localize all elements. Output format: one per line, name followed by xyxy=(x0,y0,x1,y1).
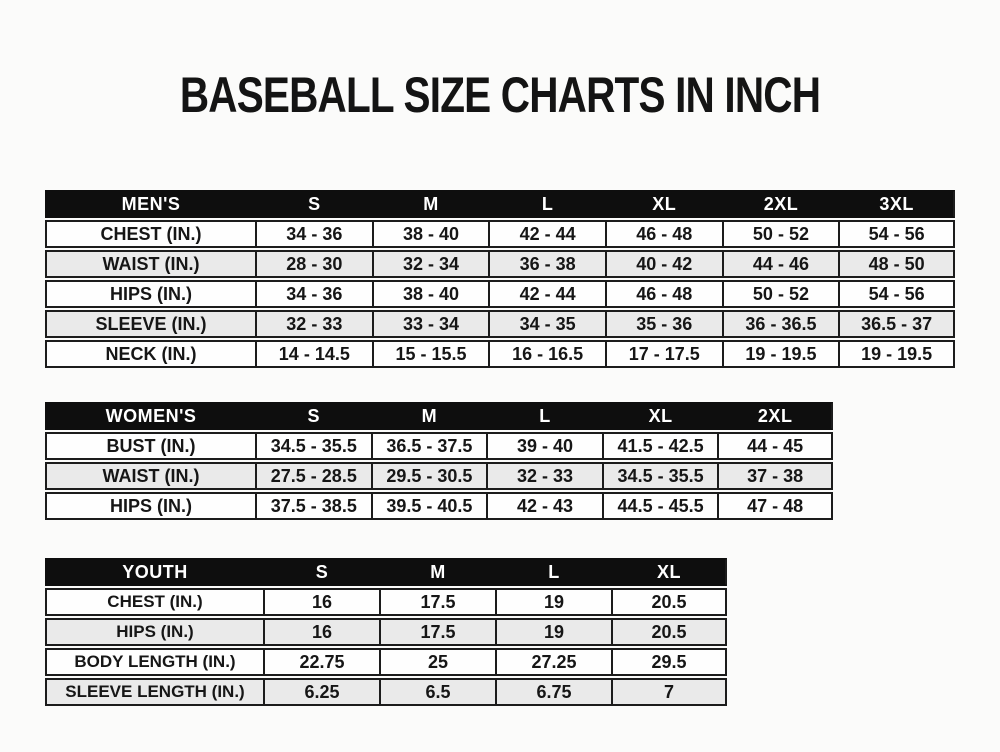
mens-size-header-cell: 3XL xyxy=(838,190,955,218)
mens-value-cell: 32 - 33 xyxy=(255,310,372,338)
womens-group-header-cell: WOMEN'S xyxy=(45,402,255,430)
womens-value-cell: 32 - 33 xyxy=(486,462,602,490)
youth-row-label-cell: SLEEVE LENGTH (IN.) xyxy=(45,678,263,706)
youth-table-row xyxy=(45,648,727,676)
youth-size-table xyxy=(45,556,727,708)
womens-value-cell: 37 - 38 xyxy=(717,462,833,490)
mens-size-header-cell: L xyxy=(488,190,605,218)
youth-row-label-cell: CHEST (IN.) xyxy=(45,588,263,616)
mens-table-row xyxy=(45,340,955,368)
mens-value-cell: 48 - 50 xyxy=(838,250,955,278)
mens-table-row xyxy=(45,220,955,248)
mens-size-table xyxy=(45,188,955,370)
youth-header-row xyxy=(45,558,727,586)
youth-value-cell: 16 xyxy=(263,618,379,646)
mens-value-cell: 50 - 52 xyxy=(722,220,839,248)
womens-size-header-cell: 2XL xyxy=(717,402,833,430)
mens-value-cell: 34 - 35 xyxy=(488,310,605,338)
youth-value-cell: 27.25 xyxy=(495,648,611,676)
mens-size-header-cell: 2XL xyxy=(722,190,839,218)
womens-value-cell: 34.5 - 35.5 xyxy=(255,432,371,460)
womens-row-label-cell: BUST (IN.) xyxy=(45,432,255,460)
mens-value-cell: 38 - 40 xyxy=(372,220,489,248)
mens-value-cell: 50 - 52 xyxy=(722,280,839,308)
womens-size-header-cell: L xyxy=(486,402,602,430)
womens-value-cell: 34.5 - 35.5 xyxy=(602,462,718,490)
youth-value-cell: 16 xyxy=(263,588,379,616)
womens-value-cell: 41.5 - 42.5 xyxy=(602,432,718,460)
mens-group-header-cell: MEN'S xyxy=(45,190,255,218)
mens-table-row xyxy=(45,310,955,338)
mens-value-cell: 34 - 36 xyxy=(255,220,372,248)
youth-value-cell: 6.5 xyxy=(379,678,495,706)
mens-value-cell: 32 - 34 xyxy=(372,250,489,278)
youth-value-cell: 17.5 xyxy=(379,618,495,646)
womens-value-cell: 37.5 - 38.5 xyxy=(255,492,371,520)
youth-value-cell: 6.25 xyxy=(263,678,379,706)
mens-value-cell: 36.5 - 37 xyxy=(838,310,955,338)
youth-value-cell: 17.5 xyxy=(379,588,495,616)
page-title: BASEBALL SIZE CHARTS IN INCH xyxy=(179,67,821,123)
womens-value-cell: 44 - 45 xyxy=(717,432,833,460)
mens-value-cell: 33 - 34 xyxy=(372,310,489,338)
mens-value-cell: 19 - 19.5 xyxy=(838,340,955,368)
womens-value-cell: 29.5 - 30.5 xyxy=(371,462,487,490)
youth-size-table-grid xyxy=(45,556,727,708)
womens-value-cell: 36.5 - 37.5 xyxy=(371,432,487,460)
womens-size-header-cell: XL xyxy=(602,402,718,430)
youth-value-cell: 6.75 xyxy=(495,678,611,706)
mens-row-label-cell: NECK (IN.) xyxy=(45,340,255,368)
youth-value-cell: 19 xyxy=(495,588,611,616)
womens-table-row xyxy=(45,492,833,520)
youth-size-header-cell: S xyxy=(263,558,379,586)
youth-size-header-cell: XL xyxy=(611,558,727,586)
mens-size-header-cell: M xyxy=(372,190,489,218)
mens-row-label-cell: SLEEVE (IN.) xyxy=(45,310,255,338)
womens-value-cell: 39 - 40 xyxy=(486,432,602,460)
mens-row-label-cell: HIPS (IN.) xyxy=(45,280,255,308)
mens-value-cell: 15 - 15.5 xyxy=(372,340,489,368)
womens-row-label-cell: HIPS (IN.) xyxy=(45,492,255,520)
mens-header-row xyxy=(45,190,955,218)
womens-table-row xyxy=(45,432,833,460)
womens-size-header-cell: M xyxy=(371,402,487,430)
youth-row-label-cell: BODY LENGTH (IN.) xyxy=(45,648,263,676)
mens-table-row xyxy=(45,280,955,308)
mens-value-cell: 16 - 16.5 xyxy=(488,340,605,368)
mens-row-label-cell: CHEST (IN.) xyxy=(45,220,255,248)
mens-size-header-cell: S xyxy=(255,190,372,218)
mens-value-cell: 42 - 44 xyxy=(488,280,605,308)
youth-table-row xyxy=(45,588,727,616)
mens-value-cell: 54 - 56 xyxy=(838,280,955,308)
womens-size-header-cell: S xyxy=(255,402,371,430)
mens-value-cell: 28 - 30 xyxy=(255,250,372,278)
youth-table-row xyxy=(45,678,727,706)
womens-value-cell: 27.5 - 28.5 xyxy=(255,462,371,490)
womens-value-cell: 39.5 - 40.5 xyxy=(371,492,487,520)
mens-table-row xyxy=(45,250,955,278)
womens-value-cell: 42 - 43 xyxy=(486,492,602,520)
mens-value-cell: 46 - 48 xyxy=(605,280,722,308)
womens-header-row xyxy=(45,402,833,430)
mens-value-cell: 42 - 44 xyxy=(488,220,605,248)
mens-row-label-cell: WAIST (IN.) xyxy=(45,250,255,278)
youth-row-label-cell: HIPS (IN.) xyxy=(45,618,263,646)
mens-value-cell: 19 - 19.5 xyxy=(722,340,839,368)
youth-size-header-cell: L xyxy=(495,558,611,586)
youth-value-cell: 19 xyxy=(495,618,611,646)
mens-value-cell: 54 - 56 xyxy=(838,220,955,248)
youth-value-cell: 20.5 xyxy=(611,618,727,646)
mens-value-cell: 38 - 40 xyxy=(372,280,489,308)
mens-value-cell: 14 - 14.5 xyxy=(255,340,372,368)
youth-size-header-cell: M xyxy=(379,558,495,586)
mens-value-cell: 36 - 36.5 xyxy=(722,310,839,338)
mens-value-cell: 36 - 38 xyxy=(488,250,605,278)
mens-value-cell: 35 - 36 xyxy=(605,310,722,338)
mens-size-header-cell: XL xyxy=(605,190,722,218)
mens-value-cell: 40 - 42 xyxy=(605,250,722,278)
mens-size-table-grid xyxy=(45,188,955,370)
youth-value-cell: 22.75 xyxy=(263,648,379,676)
youth-value-cell: 20.5 xyxy=(611,588,727,616)
youth-table-row xyxy=(45,618,727,646)
youth-value-cell: 7 xyxy=(611,678,727,706)
womens-row-label-cell: WAIST (IN.) xyxy=(45,462,255,490)
womens-value-cell: 47 - 48 xyxy=(717,492,833,520)
mens-value-cell: 44 - 46 xyxy=(722,250,839,278)
womens-size-table xyxy=(45,400,833,522)
mens-value-cell: 46 - 48 xyxy=(605,220,722,248)
womens-size-table-grid xyxy=(45,400,833,522)
youth-group-header-cell: YOUTH xyxy=(45,558,263,586)
womens-table-row xyxy=(45,462,833,490)
mens-value-cell: 34 - 36 xyxy=(255,280,372,308)
womens-value-cell: 44.5 - 45.5 xyxy=(602,492,718,520)
youth-value-cell: 29.5 xyxy=(611,648,727,676)
youth-value-cell: 25 xyxy=(379,648,495,676)
mens-value-cell: 17 - 17.5 xyxy=(605,340,722,368)
